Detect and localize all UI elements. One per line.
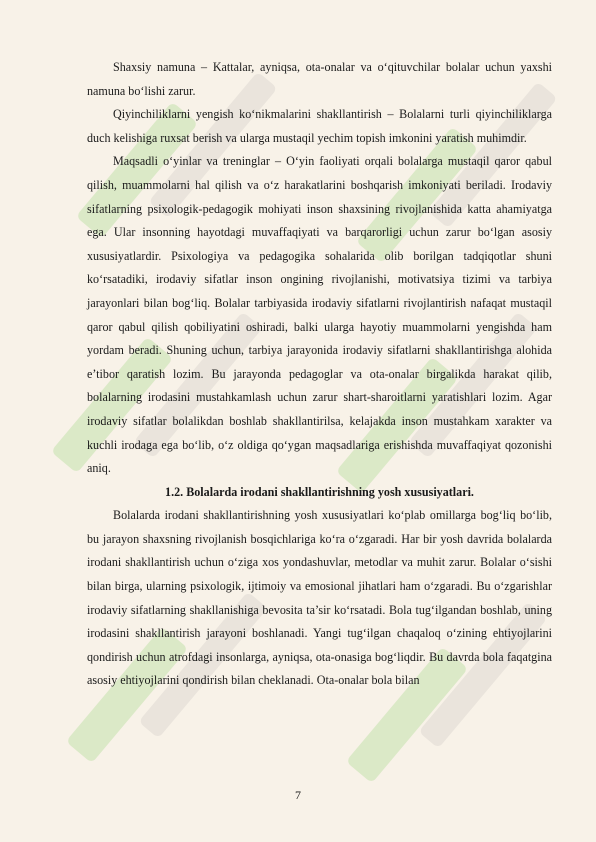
paragraph: Bolalarda irodani shakllantirishning yosh xususiyatlari ko‘plab omillarga bog‘liq bo‘lib, bu jarayon shaxsning rivojlanish bosqichlariga ko‘ra o‘zgaradi. Har bir yosh davrida bolalarda irodani shakllantirish uchun o‘ziga xos yondashuvlar, metodlar va muhit zarur. Bolalar o‘sishi bilan birga, ularning psixologik, ijtimoiy va emosional jihatlari ham o‘zgaradi. Bu o‘zgarishlar irodaviy sifatlarning shakllanishiga bevosita ta’sir ko‘rsatadi. Bola tug‘ilgandan boshlab, uning irodasini shakllantirish jarayoni boshlanadi. Yangi tug‘ilgan chaqaloq o‘zining ehtiyojlarini qondirish uchun atrofdagi insonlarga, ayniqsa, ota-onasiga bog‘liqdir. Bu davrda bola faqatgina asosiy ehtiyojlarini qondirish bilan cheklanadi. Ota-onalar bola bilan <box>87 508 552 688</box>
section-heading: 1.2. Bolalarda irodani shakllantirishning yosh xususiyatlari. <box>165 484 474 499</box>
paragraph: Maqsadli o‘yinlar va treninglar – O‘yin faoliyati orqali bolalarga mustaqil qaror qabul qilish, muammolarni hal qilish va o‘z harakatlarini boshqarish imkoniyati beriladi. Irodaviy sifatlarning psixologik-pedagogik mohiyati inson shaxsining rivojlanishida katta ahamiyatga ega. Ular insonning hayotdagi muvaffaqiyati va barqarorligi uchun zarur bo‘lgan asosiy xususiyatlardir. Psixologiya va pedagogika sohalarida olib borilgan tadqiqotlar shuni ko‘rsatadiki, irodaviy sifatlar inson ongining rivojlanishi, motivatsiya tizimi va tarbiya jarayonlari bilan bog‘liq. Bolalar tarbiyasida irodaviy sifatlarni rivojlantirish nafaqat mustaqil qaror qabul qilish qobiliyatini oshiradi, balki ularga hayotiy muammolarni yengishda ham yordam beradi. Shuning uchun, tarbiya jarayonida irodaviy sifatlarni shakllantirishga alohida e’tibor qaratish lozim. Bu jarayonda pedagoglar va ota-onalar birgalikda harakat qilib, bolalarning irodasini mustahkamlash uchun zarur shart-sharoitlarni yaratishlari lozim. Agar irodaviy sifatlar bolalikdan boshlab shakllantirilsa, kelajakda inson mustahkam xarakter va kuchli irodaga ega bo‘lib, o‘z oldiga qo‘ygan maqsadlariga erishishda muvaffaqiyat qozonishi aniq. <box>87 154 552 476</box>
document-body <box>87 56 552 693</box>
paragraph: Shaxsiy namuna – Kattalar, ayniqsa, ota-onalar va o‘qituvchilar bolalar uchun yaxshi namuna bo‘lishi zarur. <box>87 60 552 98</box>
page-number: 7 <box>295 788 301 802</box>
paragraph: Qiyinchiliklarni yengish ko‘nikmalarini shakllantirish – Bolalarni turli qiyinchiliklarga duch kelishiga ruxsat berish va ularga mustaqil yechim topish imkonini yaratish muhimdir. <box>87 107 552 145</box>
